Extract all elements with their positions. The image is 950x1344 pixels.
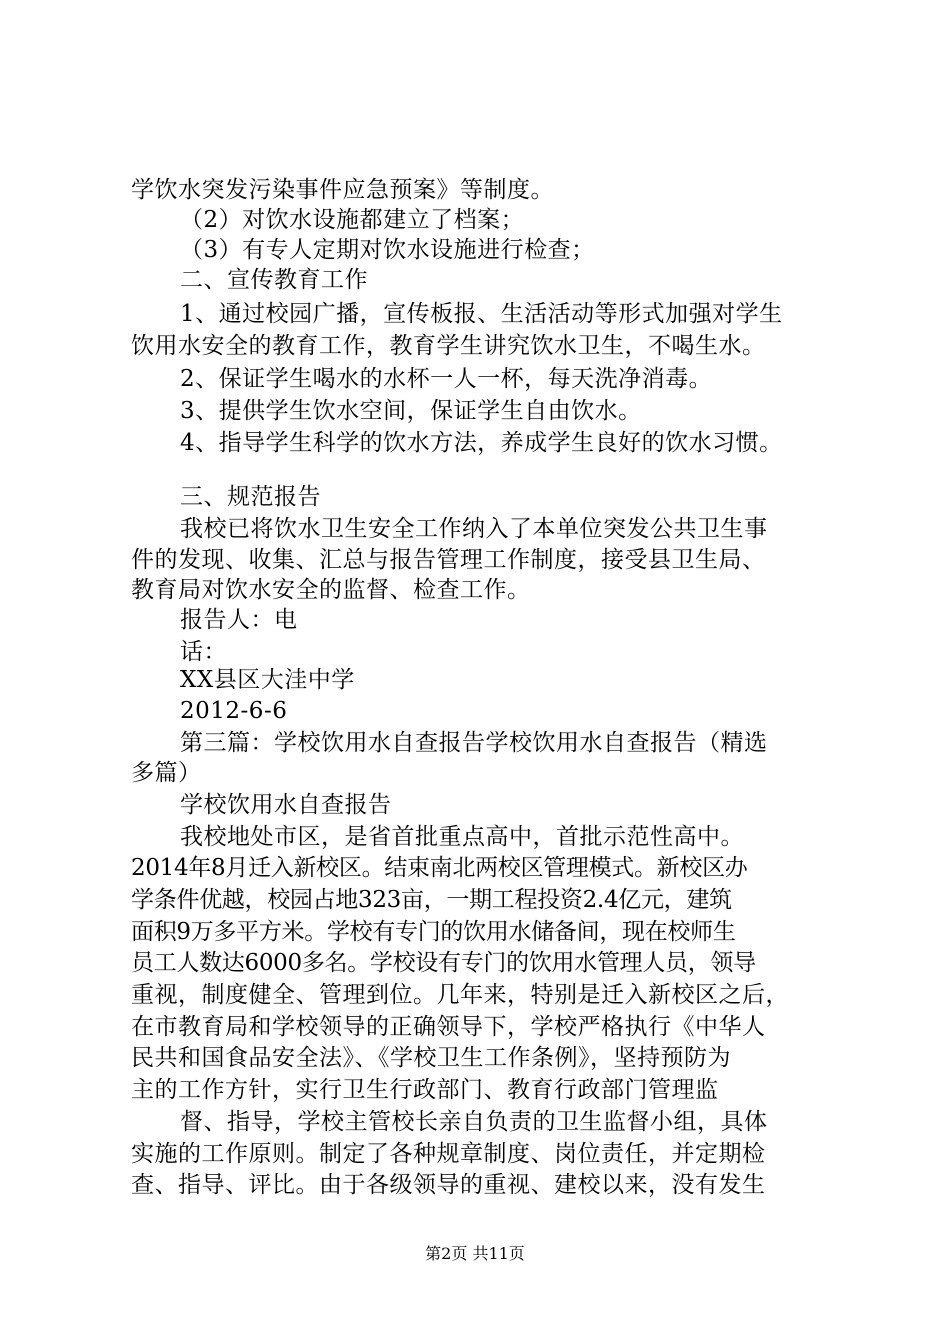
text-line: 多篇） <box>131 760 202 786</box>
text-line: 面积9万多平方米。学校有专门的饮用水储备间，现在校师生 <box>131 919 736 945</box>
section-heading: 二、宣传教育工作 <box>180 267 368 293</box>
text-line: 饮用水安全的教育工作，教育学生讲究饮水卫生，不喝生水。 <box>131 333 766 359</box>
text-line: 我校地处市区，是省首批重点高中，首批示范性高中。 <box>180 824 744 850</box>
text-line: 督、指导，学校主管校长亲自负责的卫生监督小组，具体 <box>180 1109 768 1135</box>
text-line: 2014年8月迁入新校区。结束南北两校区管理模式。新校区办 <box>131 855 748 881</box>
text-line: 3、提供学生饮水空间，保证学生自由饮水。 <box>180 398 642 424</box>
text-line: 我校已将饮水卫生安全工作纳入了本单位突发公共卫生事 <box>180 516 768 542</box>
text-line: 重视，制度健全、管理到位。几年来，特别是迁入新校区之后， <box>131 982 789 1008</box>
text-line: 话： <box>180 639 227 665</box>
text-line: 民共和国食品安全法》、《学校卫生工作条例》，坚持预防为 <box>131 1045 731 1071</box>
section-heading: 三、规范报告 <box>180 484 321 510</box>
text-line: （2）对饮水设施都建立了档案； <box>180 207 525 233</box>
text-line: 4、指导学生科学的饮水方法，养成学生良好的饮水习惯。 <box>180 430 783 456</box>
text-line: 查、指导、评比。由于各级领导的重视、建校以来，没有发生 <box>131 1172 766 1198</box>
text-line: 学饮水突发污染事件应急预案》等制度。 <box>131 177 554 203</box>
text-line: 员工人数达6000多名。学校设有专门的饮用水管理人员，领导 <box>131 950 756 976</box>
text-line: 主的工作方针，实行卫生行政部门、教育行政部门管理监 <box>131 1077 719 1103</box>
text-line: 报告人：电 <box>180 607 298 633</box>
text-line: 实施的工作原则。制定了各种规章制度、岗位责任，并定期检 <box>131 1141 766 1167</box>
text-line: 1、通过校园广播，宣传板报、生活活动等形式加强对学生 <box>180 301 783 327</box>
text-line: 2、保证学生喝水的水杯一人一杯，每天洗净消毒。 <box>180 366 713 392</box>
text-line: 学校饮用水自查报告 <box>180 792 392 818</box>
text-line: 在市教育局和学校领导的正确领导下，学校严格执行《中华人 <box>131 1014 766 1040</box>
text-line: 学条件优越，校园占地323亩，一期工程投资2.4亿元，建筑 <box>131 887 732 913</box>
text-line: XX县区大洼中学 <box>180 667 355 693</box>
page-footer: 第2页 共11页 <box>425 1244 525 1263</box>
text-line: 教育局对饮水安全的监督、检查工作。 <box>131 577 531 603</box>
text-line: 2012-6-6 <box>180 698 288 724</box>
section-heading: 第三篇：学校饮用水自查报告学校饮用水自查报告（精选 <box>180 730 768 756</box>
text-line: （3）有专人定期对饮水设施进行检查； <box>180 237 595 263</box>
text-line: 件的发现、收集、汇总与报告管理工作制度，接受县卫生局、 <box>131 547 766 573</box>
